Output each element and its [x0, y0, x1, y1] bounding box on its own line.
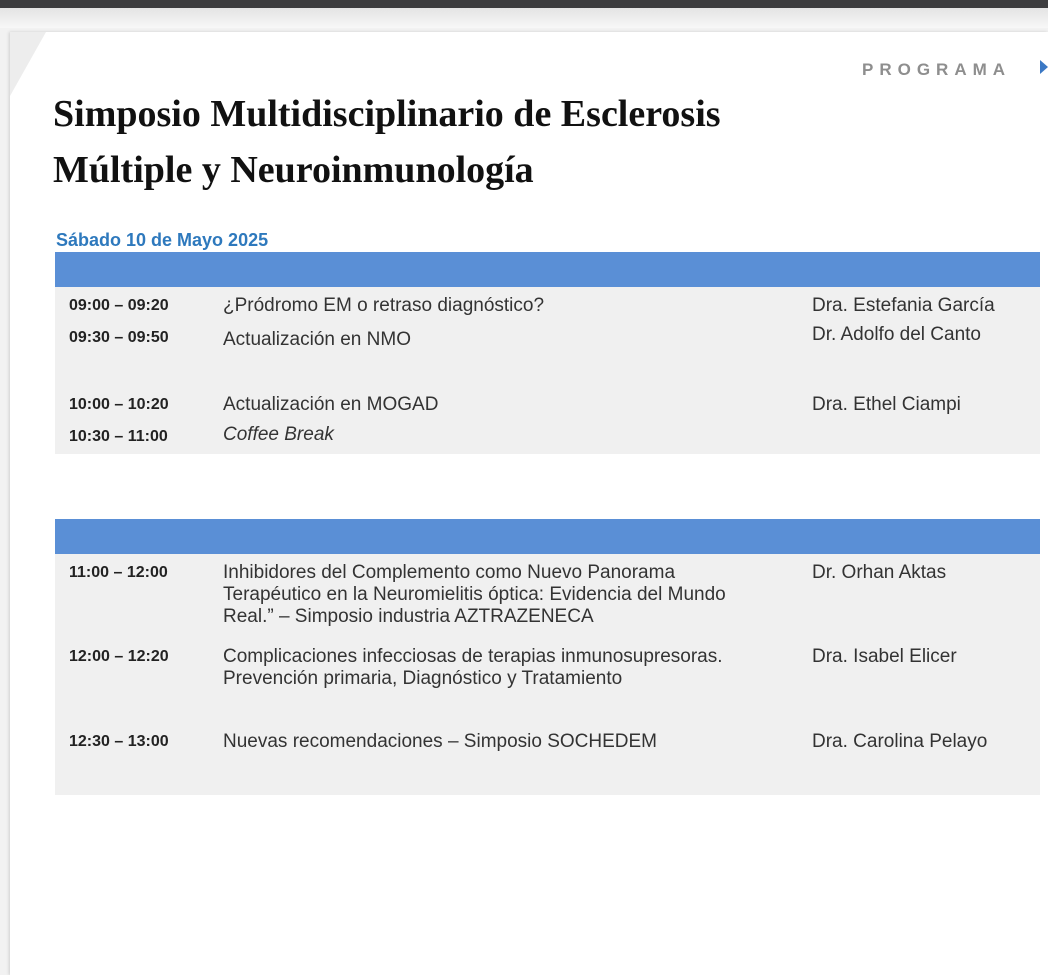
- document-title: [53, 86, 853, 198]
- block-header-band: [55, 519, 1040, 554]
- row-topic: Complicaciones infecciosas de terapias inmunosupresoras. Prevención primaria, Diagnóstico y Tratamiento: [223, 646, 723, 689]
- window-top-bar: [0, 0, 1048, 8]
- section-label: PROGRAMA: [862, 60, 1012, 79]
- page-corner-fold: [10, 32, 46, 96]
- row-topic: Inhibidores del Complemento como Nuevo Panorama Terapéutico en la Neuromielitis óptica: Evidencia del Mundo Real.” – Simposio industria AZTRAZENECA: [223, 562, 726, 627]
- row-topic: Nuevas recomendaciones – Simposio SOCHEDEM: [223, 731, 658, 752]
- schedule-row: [55, 424, 1040, 448]
- row-topic: Coffee Break: [223, 424, 334, 445]
- row-speaker: Dra. Carolina Pelayo: [812, 731, 988, 752]
- row-speaker: Dr. Orhan Aktas: [812, 562, 947, 583]
- schedule-row: [55, 324, 1040, 360]
- schedule-block-morning: [55, 252, 1040, 454]
- schedule-row: [55, 394, 1040, 418]
- row-time: 10:30 – 11:00: [69, 428, 168, 445]
- row-topic: ¿Pródromo EM o retraso diagnóstico?: [223, 295, 545, 316]
- schedule-row: [55, 562, 1040, 634]
- row-speaker: Dr. Adolfo del Canto: [812, 324, 981, 345]
- row-time: 10:00 – 10:20: [69, 396, 169, 413]
- row-topic: Actualización en MOGAD: [223, 394, 439, 415]
- row-topic: Actualización en NMO: [223, 329, 411, 350]
- schedule-row: [55, 731, 1040, 755]
- schedule-row: [55, 295, 1040, 319]
- day-heading: Sábado 10 de Mayo 2025: [56, 230, 269, 250]
- row-speaker: Dra. Isabel Elicer: [812, 646, 957, 667]
- title-line-1: Simposio Multidisciplinario de Esclerosis: [53, 93, 721, 135]
- schedule-row: [55, 646, 1040, 718]
- title-line-2: Múltiple y Neuroinmunología: [53, 149, 534, 191]
- row-time: 12:00 – 12:20: [69, 648, 169, 665]
- row-time: 12:30 – 13:00: [69, 733, 169, 750]
- row-time: 11:00 – 12:00: [69, 564, 168, 581]
- schedule-block-midday: [55, 519, 1040, 795]
- row-time: 09:30 – 09:50: [69, 329, 169, 346]
- window-top-shadow: [0, 8, 1048, 28]
- row-speaker: Dra. Ethel Ciampi: [812, 394, 961, 415]
- block-header-band: [55, 252, 1040, 287]
- row-speaker: Dra. Estefania García: [812, 295, 995, 316]
- arrow-marker-icon: [1040, 60, 1048, 74]
- row-time: 09:00 – 09:20: [69, 297, 169, 314]
